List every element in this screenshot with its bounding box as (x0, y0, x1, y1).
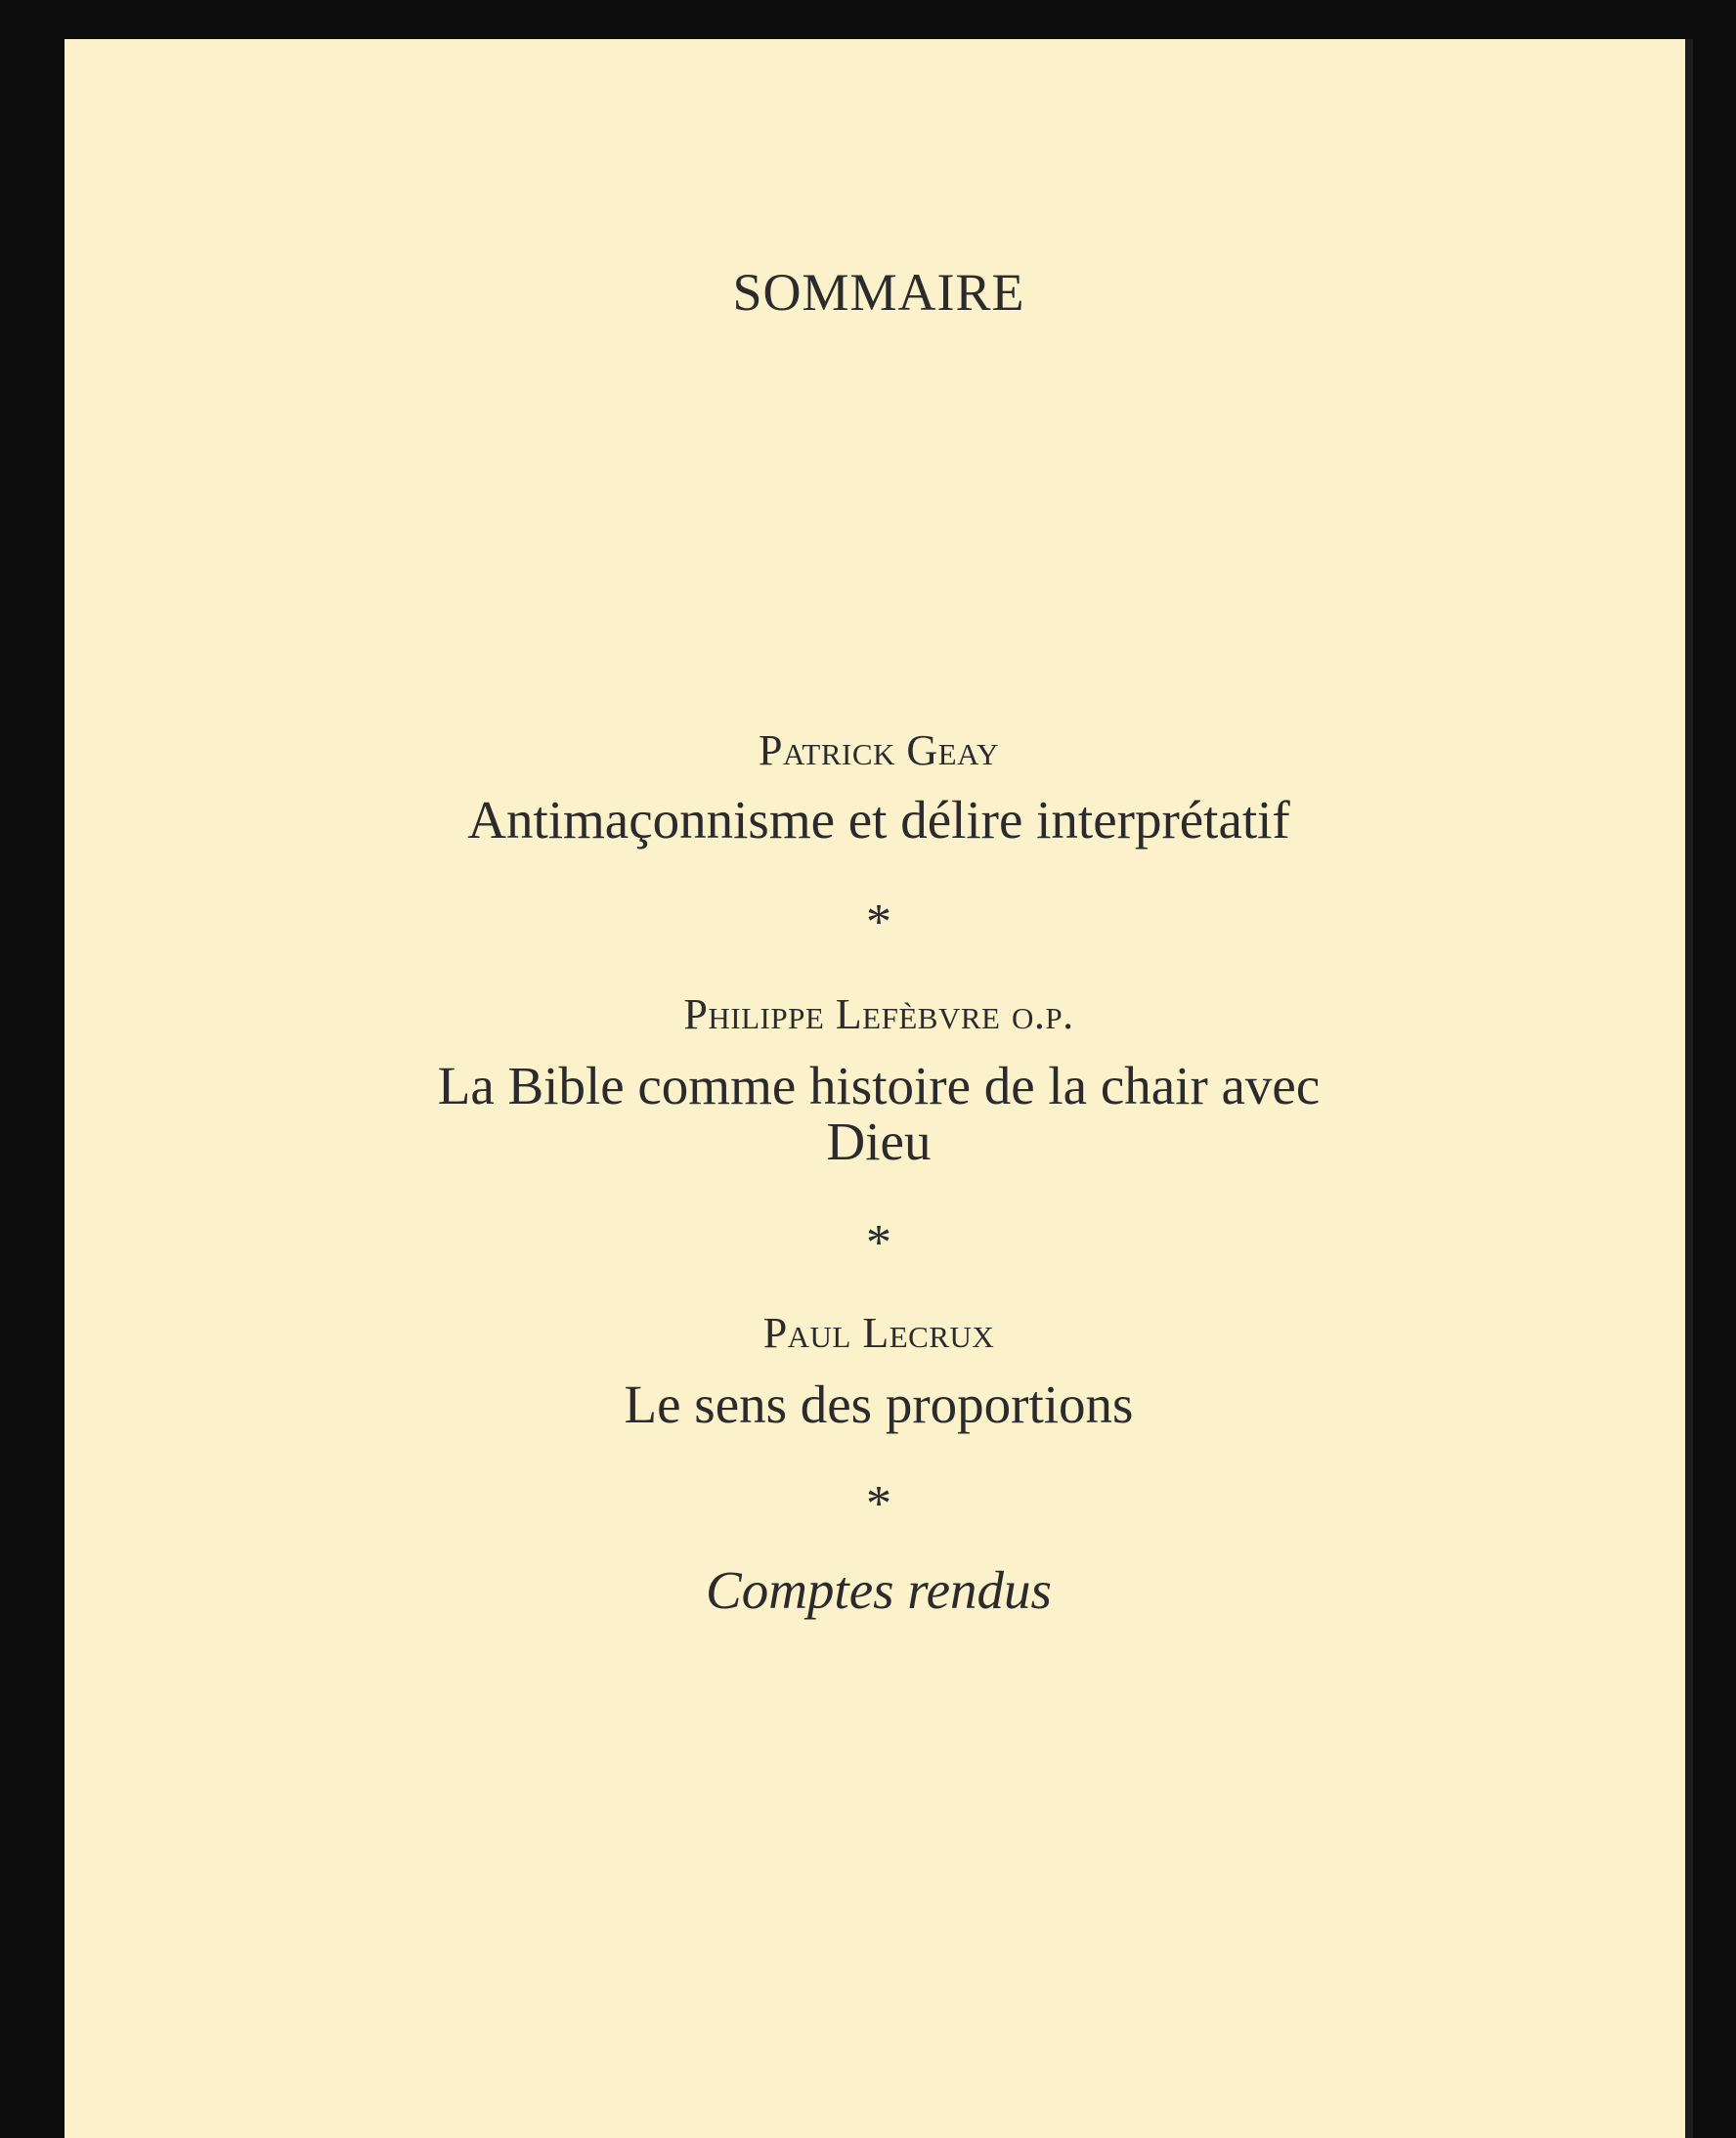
entry-3-author: Paul Lecrux (762, 1309, 995, 1357)
closing-section: Comptes rendus (706, 1560, 1052, 1620)
page-heading: SOMMAIRE (732, 263, 1025, 322)
page-edge-shadow (1685, 39, 1693, 2138)
entry-2-author: Philippe Lefèbvre o.p. (683, 990, 1074, 1038)
entry-2-title-line-2: Dieu (826, 1112, 932, 1171)
separator-1: * (866, 894, 891, 950)
document-page (65, 39, 1693, 2138)
separator-2: * (866, 1215, 891, 1271)
separator-3: * (866, 1476, 891, 1532)
entry-1-title: Antimaçonnisme et délire interprétatif (467, 790, 1290, 850)
entry-1-author: Patrick Geay (758, 726, 1000, 774)
entry-3-title: Le sens des proportions (624, 1374, 1134, 1434)
entry-2-title-line-1: La Bible comme histoire de la chair avec (437, 1056, 1321, 1115)
